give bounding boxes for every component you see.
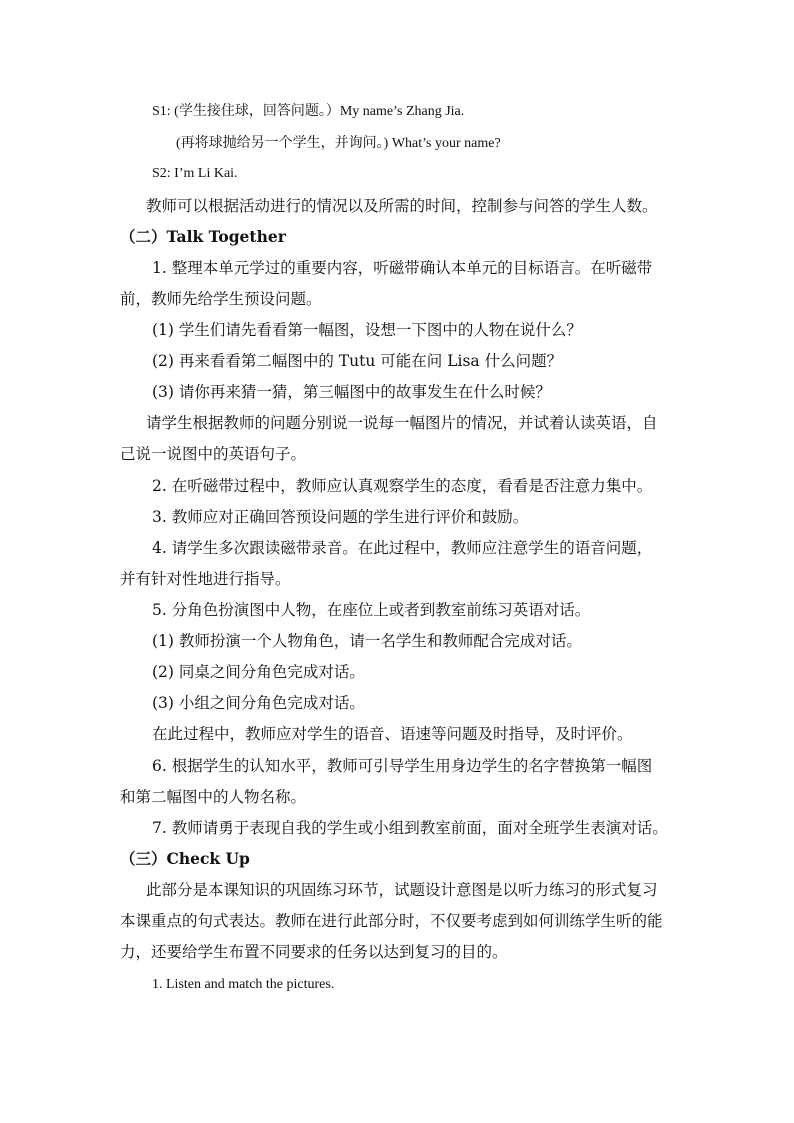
list-item: 2. 在听磁带过程中，教师应认真观察学生的态度，看看是否注意力集中。 xyxy=(152,477,653,495)
paragraph-line: 请学生根据教师的问题分别说一说每一幅图片的情况，并试着认读英语，自 xyxy=(146,414,658,432)
list-item: (1) 学生们请先看看第一幅图，设想一下图中的人物在说什么？ xyxy=(152,321,582,339)
paragraph-line: 教师可以根据活动进行的情况以及所需的时间，控制参与问答的学生人数。 xyxy=(146,197,658,215)
paragraph-line: 前，教师先给学生预设问题。 xyxy=(120,290,322,308)
list-item: (3) 请你再来猜一猜，第三幅图中的故事发生在什么时候？ xyxy=(152,383,551,401)
paragraph-line: 并有针对性地进行指导。 xyxy=(120,570,291,588)
exercise-instruction: 1. Listen and match the pictures. xyxy=(152,977,335,992)
paragraph-line: 本课重点的句式表达。教师在进行此部分时，不仅要考虑到如何训练学生听的能 xyxy=(120,912,663,930)
list-item: 5. 分角色扮演图中人物，在座位上或者到教室前练习英语对话。 xyxy=(152,601,591,619)
dialogue-line-s2: S2: I’m Li Kai. xyxy=(152,166,238,181)
dialogue-line-s1: S1: (学生接住球，回答问题。）My name’s Zhang Jia. xyxy=(152,104,465,119)
section-heading-talk-together: （二）Talk Together xyxy=(120,227,286,246)
list-item: 6. 根据学生的认知水平，教师可引导学生用身边学生的名字替换第一幅图 xyxy=(152,757,653,775)
paragraph-line: 1. 整理本单元学过的重要内容，听磁带确认本单元的目标语言。在听磁带 xyxy=(152,259,653,277)
list-item: (1) 教师扮演一个人物角色，请一名学生和教师配合完成对话。 xyxy=(152,632,582,650)
paragraph-line: 此部分是本课知识的巩固练习环节，试题设计意图是以听力练习的形式复习 xyxy=(146,881,658,899)
dialogue-line-teacher: (再将球抛给另一个学生，并询问。) What’s your name? xyxy=(176,136,501,151)
paragraph-line: 和第二幅图中的人物名称。 xyxy=(120,788,307,806)
list-item: (3) 小组之间分角色完成对话。 xyxy=(152,694,365,712)
list-item: 4. 请学生多次跟读磁带录音。在此过程中，教师应注意学生的语音问题， xyxy=(152,539,653,557)
section-heading-check-up: （三）Check Up xyxy=(120,849,250,868)
list-item: 3. 教师应对正确回答预设问题的学生进行评价和鼓励。 xyxy=(152,508,529,526)
list-item: 7. 教师请勇于表现自我的学生或小组到教室前面，面对全班学生表演对话。 xyxy=(152,819,668,837)
paragraph-line: 己说一说图中的英语句子。 xyxy=(120,445,307,463)
list-item: (2) 同桌之间分角色完成对话。 xyxy=(152,663,365,681)
paragraph-line: 在此过程中，教师应对学生的语音、语速等问题及时指导，及时评价。 xyxy=(152,725,633,743)
list-item: (2) 再来看看第二幅图中的 Tutu 可能在问 Lisa 什么问题？ xyxy=(152,352,563,370)
paragraph-line: 力，还要给学生布置不同要求的任务以达到复习的目的。 xyxy=(120,943,508,961)
